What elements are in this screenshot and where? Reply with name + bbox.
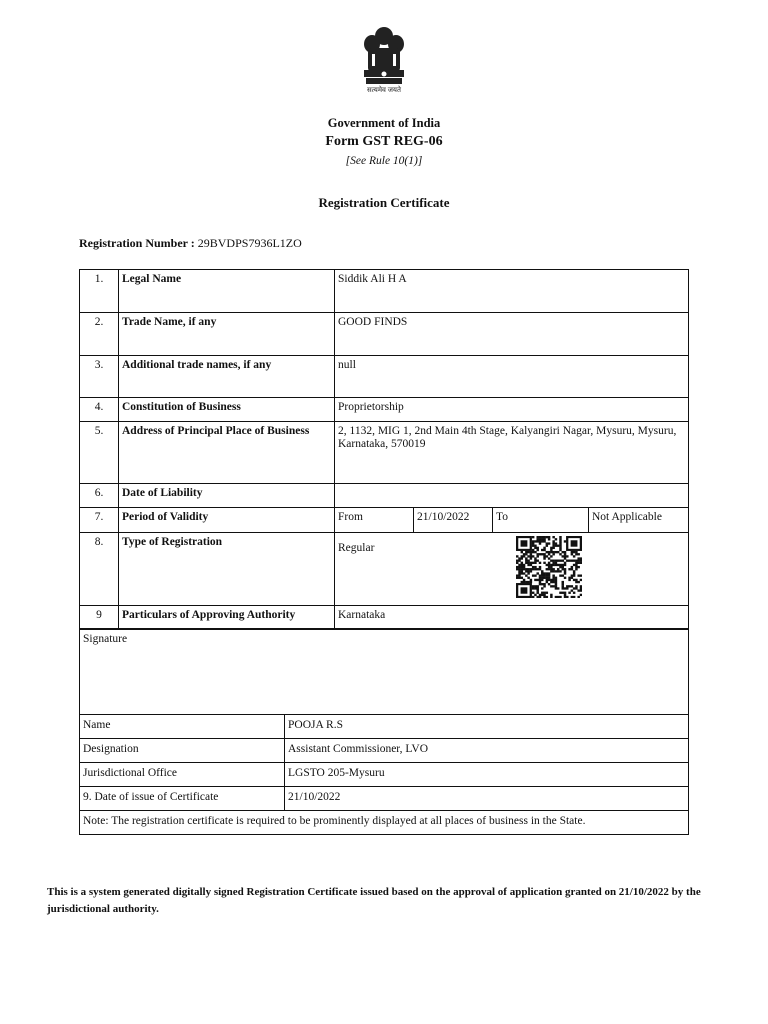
additional-trade-names-label: Additional trade names, if any — [119, 356, 335, 398]
table-row — [80, 313, 689, 356]
designation-value: Assistant Commissioner, LVO — [285, 739, 689, 763]
name-label: Name — [80, 715, 285, 739]
registration-number: 29BVDPS7936L1ZO — [197, 236, 302, 250]
jurisdictional-office-value: LGSTO 205-Mysuru — [285, 763, 689, 787]
constitution-value: Proprietorship — [335, 398, 689, 422]
address-label: Address of Principal Place of Business — [119, 422, 335, 484]
table-row — [80, 533, 689, 606]
signature-label: Signature — [80, 629, 689, 715]
designation-label: Designation — [80, 739, 285, 763]
address-value: 2, 1132, MIG 1, 2nd Main 4th Stage, Kalyangiri Nagar, Mysuru, Mysuru, Karnataka, 570019 — [335, 422, 689, 484]
validity-to-label: To — [493, 508, 589, 533]
approving-authority-label: Particulars of Approving Authority — [119, 606, 335, 630]
form-title: Form GST REG-06 — [325, 134, 443, 149]
display-note: Note: The registration certificate is required to be prominently displayed at all places of business in the State. — [80, 811, 689, 835]
system-generated-footer: This is a system generated digitally signed Registration Certificate issued based on the approval of application granted on 21/10/2022 by the jurisdictional authority. — [47, 886, 701, 915]
row-number: 9 — [80, 606, 119, 630]
trade-name-label: Trade Name, if any — [119, 313, 335, 356]
table-row — [80, 787, 689, 811]
row-number: 8. — [80, 533, 119, 606]
table-row — [80, 508, 689, 533]
table-row — [80, 715, 689, 739]
rule-reference: [See Rule 10(1)] — [345, 155, 423, 167]
registration-number-label: Registration Number : — [79, 236, 195, 250]
row-number: 5. — [80, 422, 119, 484]
table-row — [80, 398, 689, 422]
table-row — [80, 606, 689, 630]
additional-trade-names-value: null — [335, 356, 689, 398]
certificate-details-table — [79, 269, 689, 630]
certificate-title: Registration Certificate — [318, 195, 450, 210]
jurisdictional-office-label: Jurisdictional Office — [80, 763, 285, 787]
row-number: 4. — [80, 398, 119, 422]
emblem-motto: सत्यमेव जयते — [367, 86, 401, 94]
registration-number-line — [79, 236, 302, 251]
registration-type-label: Type of Registration — [119, 533, 335, 606]
table-row — [80, 270, 689, 313]
validity-from-value: 21/10/2022 — [414, 508, 493, 533]
validity-label: Period of Validity — [119, 508, 335, 533]
legal-name-value: Siddik Ali H A — [335, 270, 689, 313]
issue-date-label: 9. Date of issue of Certificate — [80, 787, 285, 811]
table-row — [80, 356, 689, 398]
validity-from-label: From — [335, 508, 414, 533]
table-row — [80, 422, 689, 484]
qr-code-icon — [516, 536, 582, 598]
approving-authority-value: Karnataka — [335, 606, 689, 630]
row-number: 2. — [80, 313, 119, 356]
table-row — [80, 763, 689, 787]
date-of-liability-value — [335, 484, 689, 508]
table-row — [80, 629, 689, 715]
trade-name-value: GOOD FINDS — [335, 313, 689, 356]
signature-table — [79, 628, 689, 835]
registration-type-cell — [335, 533, 689, 606]
row-number: 7. — [80, 508, 119, 533]
government-heading: Government of India — [327, 116, 441, 130]
registration-type-value: Regular — [338, 542, 375, 554]
table-row — [80, 739, 689, 763]
row-number: 3. — [80, 356, 119, 398]
row-number: 6. — [80, 484, 119, 508]
validity-to-value: Not Applicable — [589, 508, 689, 533]
name-value: POOJA R.S — [285, 715, 689, 739]
issue-date-value: 21/10/2022 — [285, 787, 689, 811]
national-emblem-icon — [354, 22, 414, 96]
date-of-liability-label: Date of Liability — [119, 484, 335, 508]
table-row — [80, 484, 689, 508]
legal-name-label: Legal Name — [119, 270, 335, 313]
constitution-label: Constitution of Business — [119, 398, 335, 422]
row-number: 1. — [80, 270, 119, 313]
table-row — [80, 811, 689, 835]
